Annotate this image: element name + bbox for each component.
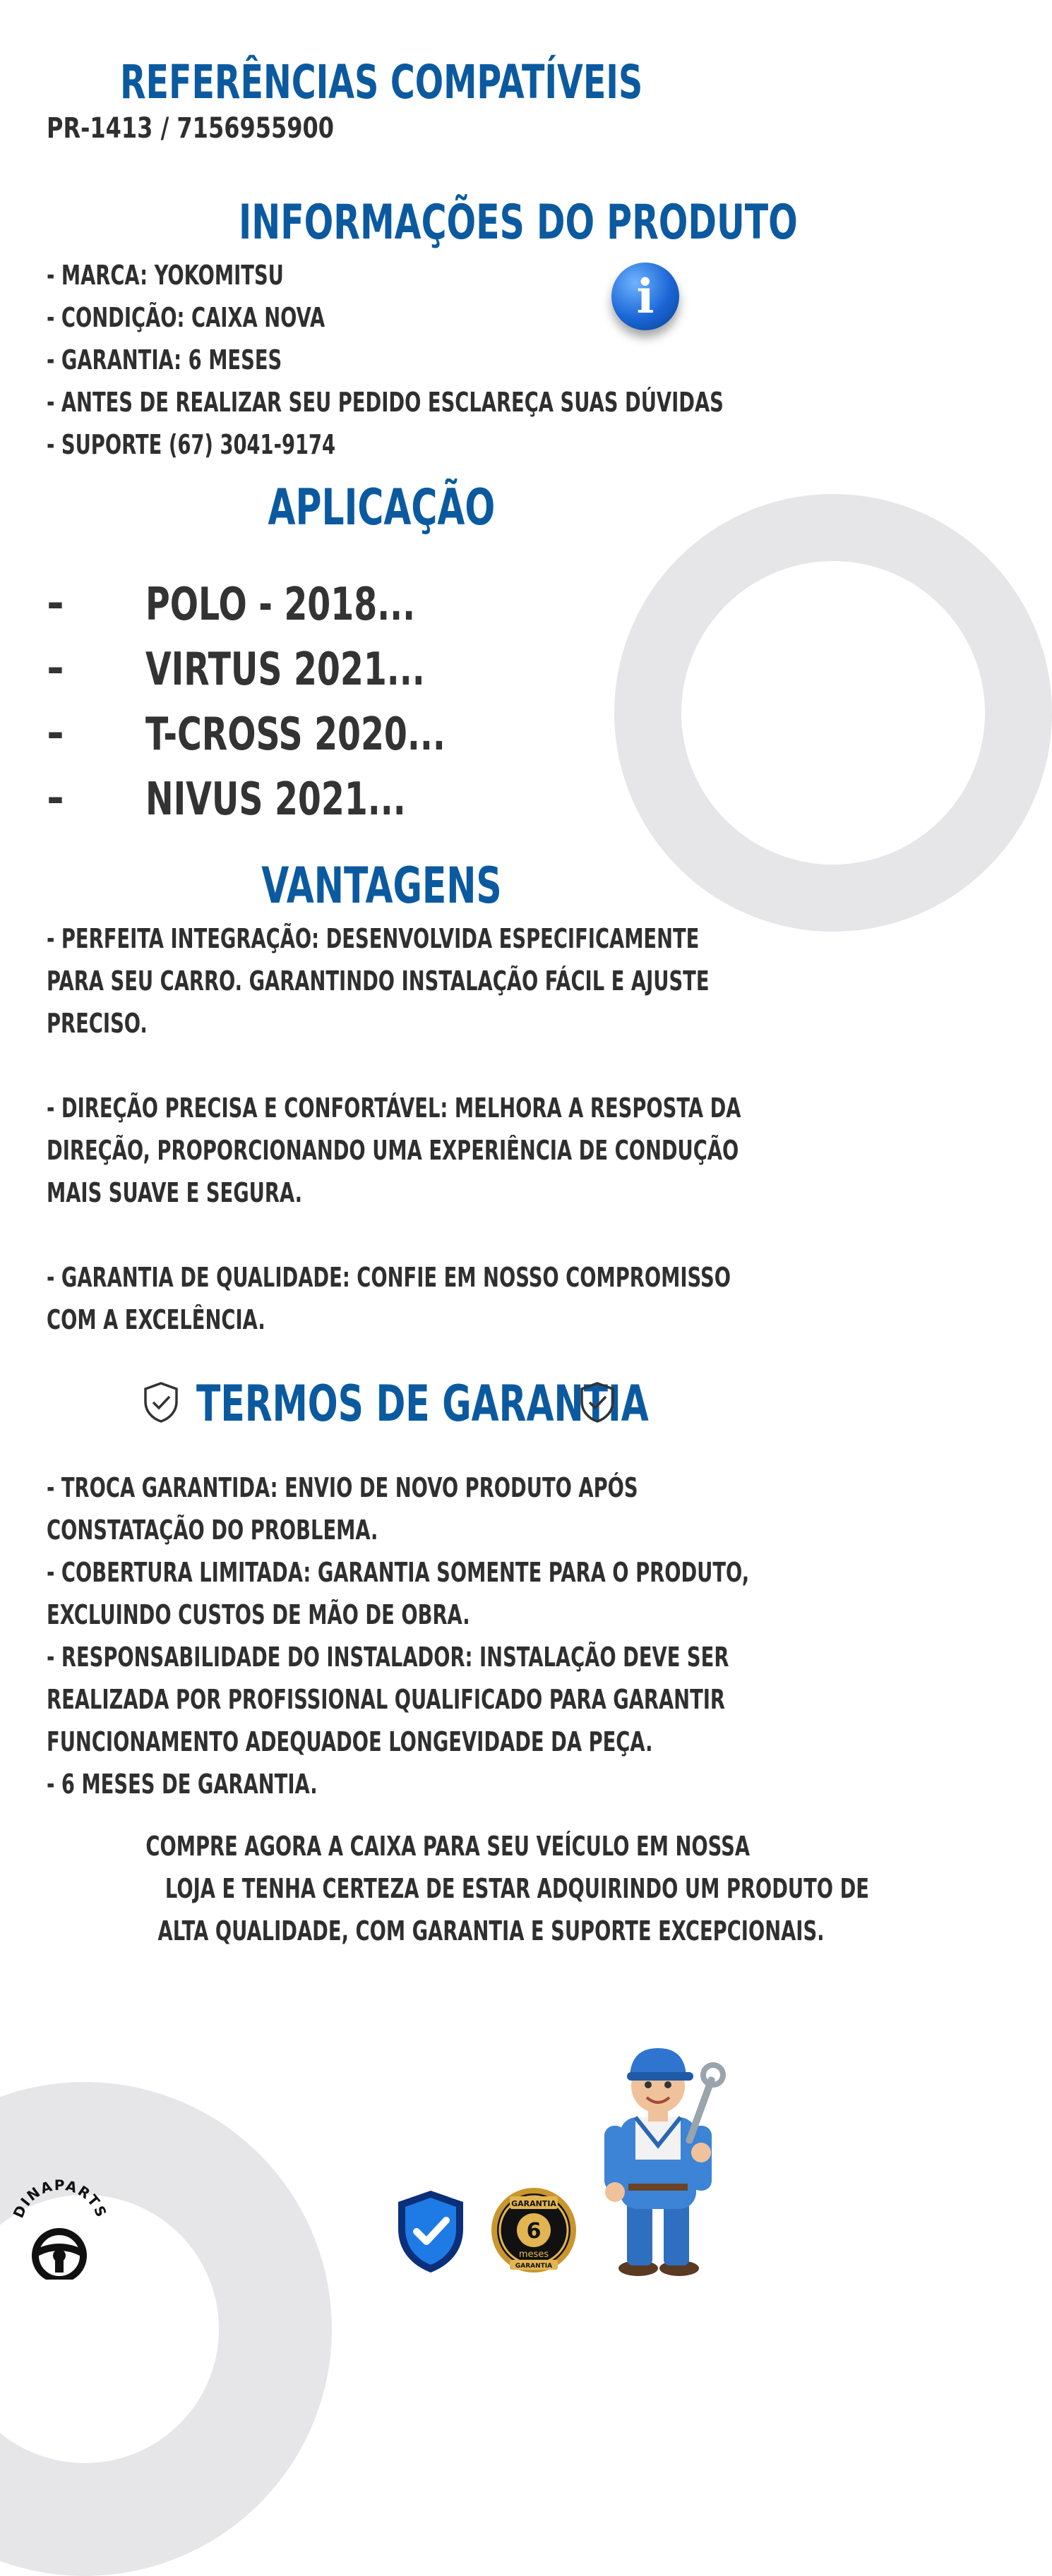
cta-line: LOJA E TENHA CERTEZA DE ESTAR ADQUIRINDO UM PRODUTO DE bbox=[165, 1873, 869, 1904]
advantage-line: PRECISO. bbox=[47, 1008, 148, 1039]
product-info-line: - ANTES DE REALIZAR SEU PEDIDO ESCLAREÇA SUAS DÚVIDAS bbox=[47, 387, 724, 418]
product-info-line: - MARCA: YOKOMITSU bbox=[47, 260, 284, 291]
product-info-line: - CONDIÇÃO: CAIXA NOVA bbox=[47, 302, 325, 333]
application-title: APLICAÇÃO bbox=[268, 479, 495, 536]
warranty-line: - COBERTURA LIMITADA: GARANTIA SOMENTE PARA O PRODUTO, bbox=[47, 1557, 750, 1588]
product-info-line: - SUPORTE (67) 3041-9174 bbox=[47, 429, 336, 460]
advantage-line: - DIREÇÃO PRECISA E CONFORTÁVEL: MELHORA A RESPOSTA DA bbox=[47, 1093, 741, 1124]
warranty-line: EXCLUINDO CUSTOS DE MÃO DE OBRA. bbox=[47, 1599, 470, 1630]
cta-line: COMPRE AGORA A CAIXA PARA SEU VEÍCULO EM NOSSA bbox=[145, 1831, 751, 1862]
product-info-line: - GARANTIA: 6 MESES bbox=[47, 344, 282, 375]
advantage-line: - PERFEITA INTEGRAÇÃO: DESENVOLVIDA ESPECIFICAMENTE bbox=[47, 923, 700, 954]
advantage-line: - GARANTIA DE QUALIDADE: CONFIE EM NOSSO COMPROMISSO bbox=[47, 1262, 731, 1293]
shield-check-icon bbox=[141, 1380, 181, 1424]
info-icon: i bbox=[611, 263, 679, 330]
warranty-terms-title: TERMOS DE GARANTIA bbox=[196, 1375, 649, 1433]
shield-check-icon bbox=[393, 2188, 469, 2275]
warranty-line: - TROCA GARANTIDA: ENVIO DE NOVO PRODUTO APÓS bbox=[47, 1472, 638, 1503]
warranty-line: CONSTATAÇÃO DO PROBLEMA. bbox=[47, 1515, 378, 1546]
advantage-line: DIREÇÃO, PROPORCIONANDO UMA EXPERIÊNCIA DE CONDUÇÃO bbox=[47, 1135, 739, 1166]
advantage-line: COM A EXCELÊNCIA. bbox=[47, 1304, 265, 1335]
product-info-title: INFORMAÇÕES DO PRODUTO bbox=[239, 195, 798, 251]
svg-text:meses: meses bbox=[518, 2249, 549, 2260]
mechanic-illustration bbox=[594, 2033, 722, 2280]
warranty-line: - 6 MESES DE GARANTIA. bbox=[47, 1769, 318, 1800]
refs-code: PR-1413 / 7156955900 bbox=[47, 112, 335, 145]
refs-title: REFERÊNCIAS COMPATÍVEIS bbox=[119, 55, 643, 109]
advantages-title: VANTAGENS bbox=[261, 857, 502, 915]
advantage-line: PARA SEU CARRO. GARANTINDO INSTALAÇÃO FÁCIL E AJUSTE bbox=[47, 965, 710, 997]
advantage-line: MAIS SUAVE E SEGURA. bbox=[47, 1177, 303, 1208]
svg-text:DINAPARTS: DINAPARTS bbox=[9, 2176, 111, 2221]
warranty-line: - RESPONSABILIDADE DO INSTALADOR: INSTALAÇÃO DEVE SER bbox=[47, 1642, 729, 1673]
svg-text:GARANTIA: GARANTIA bbox=[515, 2263, 553, 2270]
svg-text:6: 6 bbox=[526, 2219, 542, 2244]
warranty-line: REALIZADA POR PROFISSIONAL QUALIFICADO PARA GARANTIR bbox=[47, 1684, 725, 1715]
svg-text:GARANTIA: GARANTIA bbox=[511, 2199, 556, 2208]
cta-line: ALTA QUALIDADE, COM GARANTIA E SUPORTE EXCEPCIONAIS. bbox=[157, 1915, 825, 1946]
warranty-seal-icon bbox=[490, 2186, 578, 2274]
warranty-line: FUNCIONAMENTO ADEQUADOE LONGEVIDADE DA PEÇA. bbox=[47, 1726, 653, 1757]
decorative-arc-bottom-left bbox=[0, 2082, 332, 2576]
shield-check-icon bbox=[578, 1380, 617, 1424]
steering-wheel-logo bbox=[6, 2174, 112, 2280]
